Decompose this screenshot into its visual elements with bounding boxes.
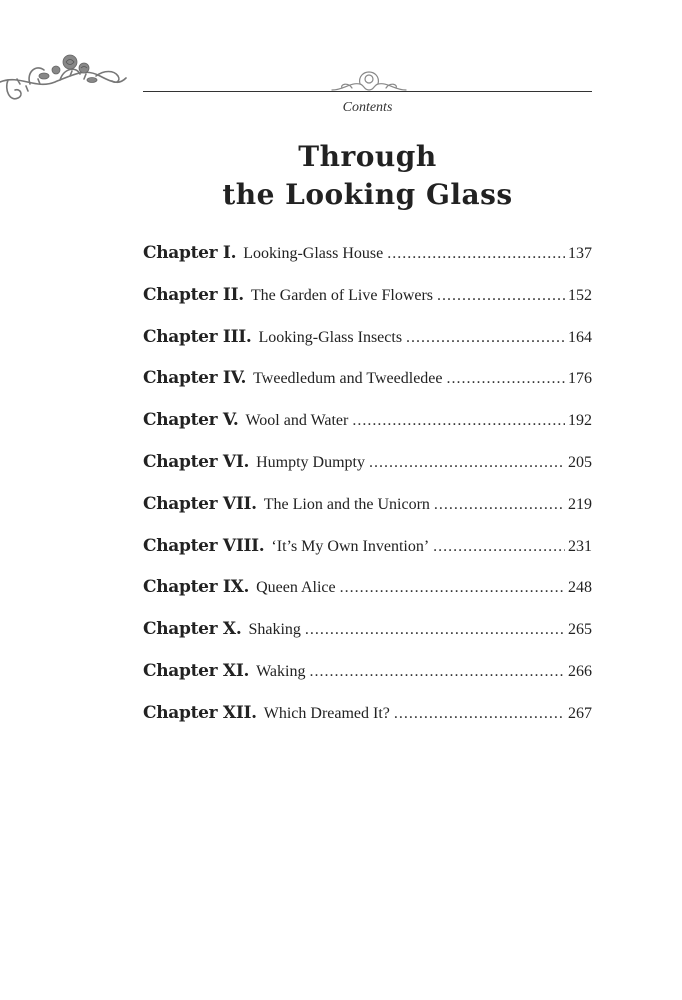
toc-entry[interactable] bbox=[143, 410, 592, 452]
chapter-name: ‘It’s My Own Invention’ bbox=[271, 537, 430, 555]
chapter-label: Chapter VII. bbox=[143, 493, 257, 514]
chapter-label: Chapter V. bbox=[143, 410, 239, 431]
page-number: 248 bbox=[568, 579, 592, 597]
dot-leader bbox=[352, 412, 565, 430]
chapter-name: Waking bbox=[256, 662, 306, 680]
chapter-label: Chapter VI. bbox=[143, 451, 250, 472]
toc-entry[interactable] bbox=[143, 619, 592, 661]
page-number: 266 bbox=[568, 662, 592, 680]
dot-leader bbox=[387, 245, 565, 263]
dot-leader bbox=[340, 579, 565, 597]
page-number: 265 bbox=[568, 621, 592, 639]
page-number: 267 bbox=[568, 704, 592, 722]
dot-leader bbox=[433, 538, 565, 556]
chapter-label: Chapter XII. bbox=[143, 702, 257, 723]
page-number: 164 bbox=[568, 328, 592, 346]
chapter-label: Chapter IX. bbox=[143, 577, 250, 598]
dot-leader bbox=[305, 621, 565, 639]
chapter-label: Chapter III. bbox=[143, 326, 252, 347]
chapter-name: Shaking bbox=[248, 621, 301, 639]
toc-entry[interactable] bbox=[143, 661, 592, 703]
chapter-label: Chapter XI. bbox=[143, 660, 250, 681]
chapter-label: Chapter VIII. bbox=[143, 535, 265, 556]
toc-entry[interactable] bbox=[143, 536, 592, 578]
toc-entry[interactable] bbox=[143, 577, 592, 619]
dot-leader bbox=[437, 287, 565, 305]
dot-leader bbox=[406, 329, 565, 347]
page-number: 231 bbox=[568, 537, 592, 555]
page-number: 192 bbox=[568, 412, 592, 430]
running-head: Contents bbox=[342, 100, 393, 115]
chapter-name: Tweedledum and Tweedledee bbox=[253, 370, 443, 388]
toc-entry[interactable] bbox=[143, 368, 592, 410]
toc-entry[interactable] bbox=[143, 703, 592, 745]
toc-entry[interactable] bbox=[143, 494, 592, 536]
section-title bbox=[143, 138, 592, 214]
title-line-1: Through bbox=[298, 140, 437, 173]
toc-entry[interactable] bbox=[143, 452, 592, 494]
page-number: 176 bbox=[568, 370, 592, 388]
chapter-label: Chapter X. bbox=[143, 619, 242, 640]
chapter-name: The Lion and the Unicorn bbox=[263, 495, 430, 513]
toc-entry[interactable] bbox=[143, 243, 592, 285]
page-number: 137 bbox=[568, 245, 592, 262]
title-line-2: the Looking Glass bbox=[222, 178, 513, 211]
table-of-contents bbox=[143, 243, 592, 745]
flourish-ornament-icon bbox=[330, 66, 408, 92]
chapter-name: The Garden of Live Flowers bbox=[250, 286, 434, 304]
chapter-name: Wool and Water bbox=[245, 412, 349, 430]
chapter-name: Looking-Glass Insects bbox=[258, 328, 403, 346]
chapter-name: Looking-Glass House bbox=[243, 245, 384, 262]
chapter-label: Chapter II. bbox=[143, 284, 244, 305]
rose-vine-ornament-icon bbox=[0, 40, 135, 120]
toc-entry[interactable] bbox=[143, 327, 592, 369]
chapter-name: Which Dreamed It? bbox=[263, 704, 390, 722]
page-number: 152 bbox=[568, 286, 592, 304]
dot-leader bbox=[309, 663, 565, 681]
page-number: 219 bbox=[568, 495, 592, 513]
chapter-name: Humpty Dumpty bbox=[256, 453, 365, 471]
toc-entry[interactable] bbox=[143, 285, 592, 327]
page-number: 205 bbox=[568, 453, 592, 471]
dot-leader bbox=[434, 496, 565, 514]
dot-leader bbox=[369, 454, 565, 472]
chapter-name: Queen Alice bbox=[256, 579, 336, 597]
dot-leader bbox=[394, 705, 565, 723]
chapter-label: Chapter IV. bbox=[143, 368, 247, 389]
dot-leader bbox=[447, 370, 565, 388]
chapter-label: Chapter I. bbox=[143, 243, 237, 263]
